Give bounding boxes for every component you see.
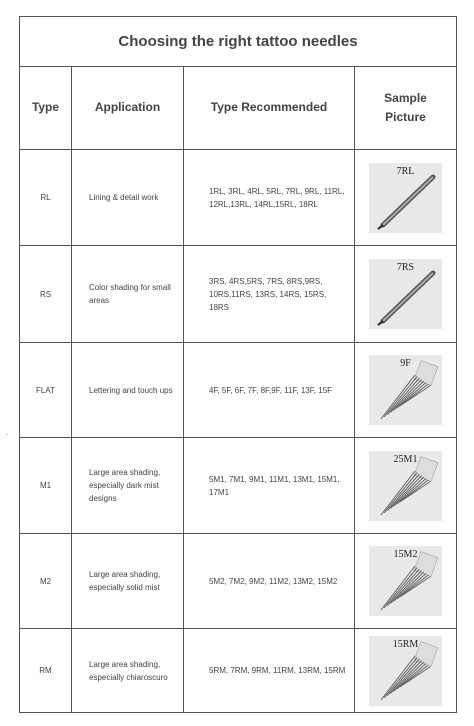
table-row (20, 343, 456, 438)
needle-picture (369, 636, 442, 706)
needle-icon (369, 636, 442, 706)
row-application: Large area shading, especially dark mist designs (89, 468, 161, 503)
table-row (20, 438, 456, 534)
row-sample-cell (355, 246, 456, 342)
header-recommended: Type Recommended (184, 66, 354, 150)
table-row (20, 150, 456, 246)
needle-picture (369, 259, 442, 329)
header-type: Type (20, 66, 71, 150)
needle-icon (369, 259, 442, 329)
row-sample-cell (355, 629, 456, 712)
needle-icon (369, 355, 442, 425)
row-recommended: 5M1, 7M1, 9M1, 11M1, 13M1, 15M1, 17M1 (209, 474, 340, 497)
needle-picture (369, 355, 442, 425)
row-recommended: 5M2, 7M2, 9M2, 11M2, 13M2, 15M2 (209, 576, 338, 586)
needle-label: 15M2 (393, 549, 418, 560)
row-application: Lining & detail work (89, 193, 159, 202)
needle-label: 9F (400, 358, 411, 369)
needle-label: 15RM (392, 638, 419, 650)
needle-label: 7RL (396, 165, 415, 177)
row-sample-cell (355, 343, 456, 437)
row-application: Large area shading, especially chiaroscuro (89, 659, 168, 682)
needle-label: 7RS (396, 262, 415, 273)
table-row (20, 629, 456, 712)
needle-icon (369, 451, 442, 521)
row-type: FLAT (36, 385, 55, 395)
row-type: RL (40, 193, 51, 202)
header-application: Application (72, 66, 183, 150)
row-sample-cell (355, 534, 456, 628)
table-row (20, 534, 456, 629)
row-type: RS (39, 289, 52, 299)
header-sample: Sample Picture (355, 66, 456, 150)
row-application: Lettering and touch ups (89, 385, 173, 395)
row-application: Color shading for small areas (89, 283, 171, 305)
row-recommended: 5RM, 7RM, 9RM, 11RM, 13RM, 15RM (209, 666, 346, 675)
needle-picture (369, 546, 442, 616)
row-sample-cell (355, 438, 456, 533)
needle-label: 25M1 (393, 453, 418, 465)
needle-picture (369, 163, 442, 233)
needle-chart-table (19, 16, 457, 713)
row-type: RM (39, 666, 52, 675)
row-recommended: 3RS, 4RS,5RS, 7RS, 8RS,9RS, 10RS,11RS, 13RS, 14RS, 15RS, 18RS (209, 276, 327, 312)
table-row (20, 246, 456, 343)
row-application: Large area shading, especially solid mist (89, 570, 161, 592)
chart-title: Choosing the right tattoo needles (20, 17, 456, 67)
needle-icon (369, 546, 442, 616)
row-recommended: 4F, 5F, 6F, 7F, 8F,9F, 11F, 13F, 15F (209, 385, 333, 395)
side-mark: - (6, 432, 8, 438)
row-type: M1 (39, 481, 52, 490)
needle-picture (369, 451, 442, 521)
row-type: M2 (39, 576, 52, 586)
needle-icon (369, 163, 442, 233)
row-sample-cell (355, 150, 456, 245)
row-recommended: 1RL, 3RL, 4RL, 5RL, 7RL, 9RL, 11RL, 12RL,13RL, 14RL,15RL, 18RL (209, 186, 345, 209)
